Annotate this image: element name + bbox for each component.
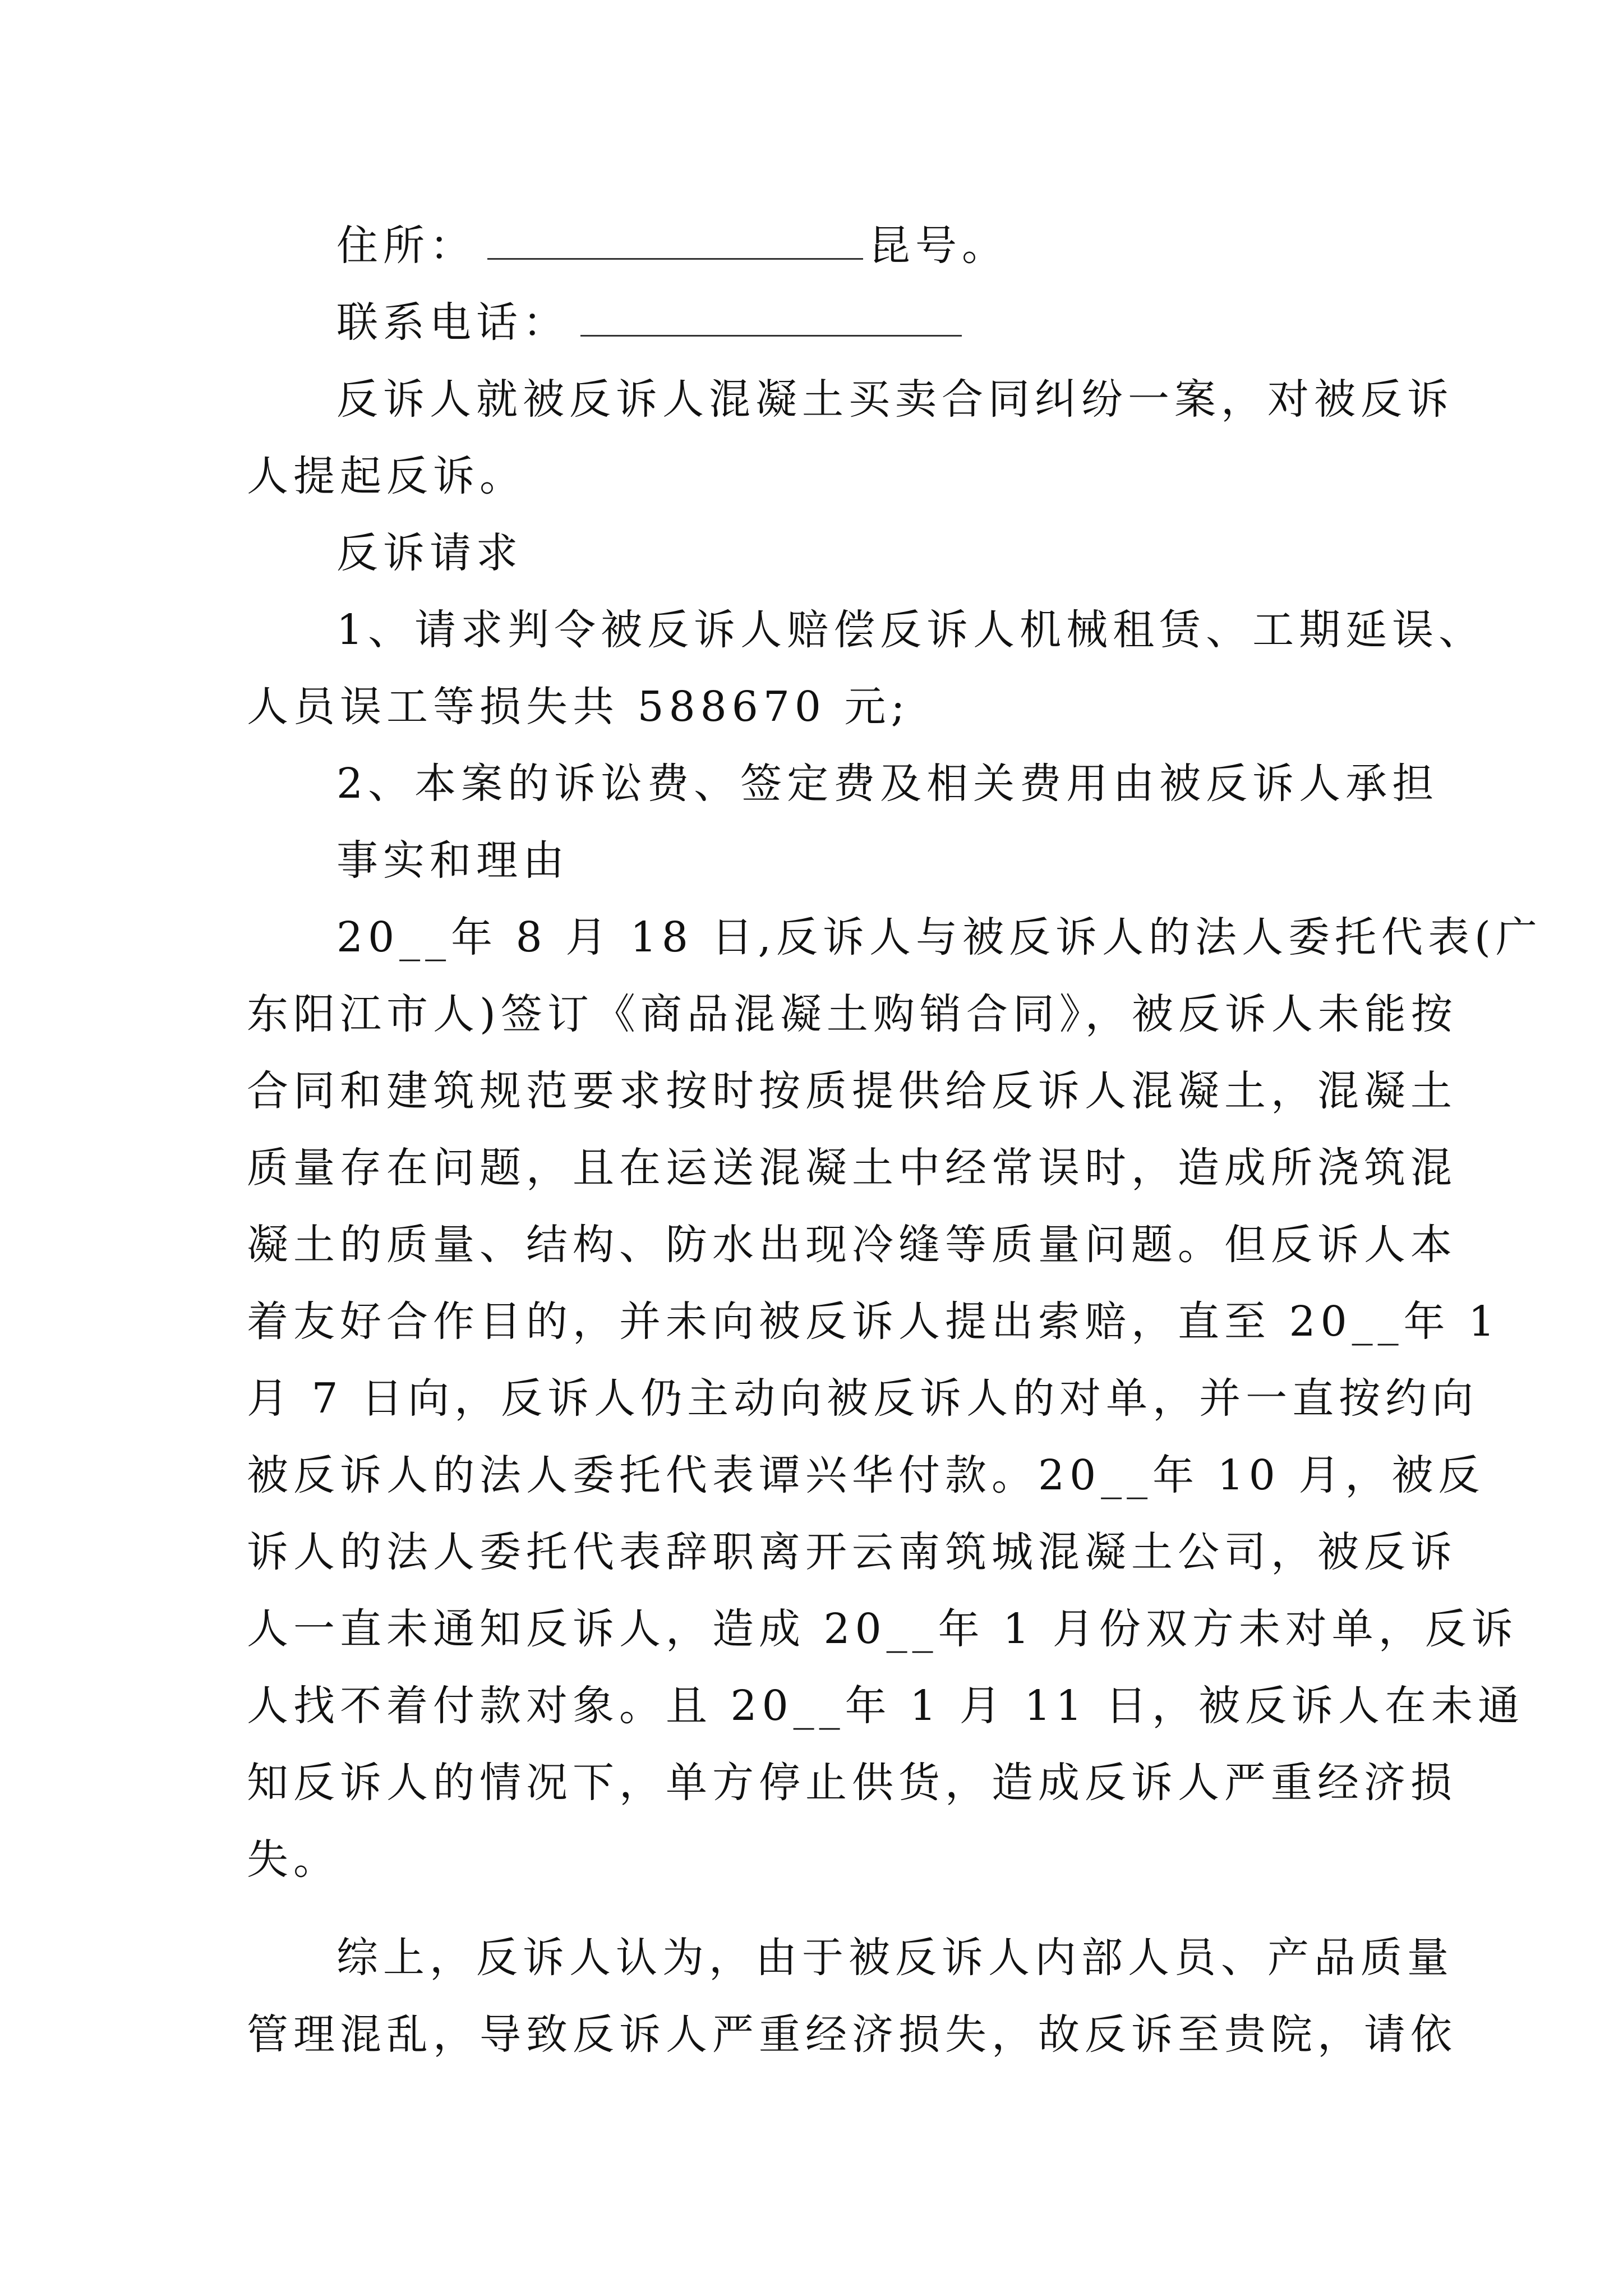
paragraph-line: 质量存在问题，且在运送混凝土中经常误时，造成所浇筑混 xyxy=(247,1144,1457,1192)
paragraph-line: 人提起反诉。 xyxy=(247,452,526,500)
paragraph-line: 月 7 日向，反诉人仍主动向被反诉人的对单，并一直按约向 xyxy=(247,1374,1479,1423)
paragraph-line: 1、请求判令被反诉人赔偿反诉人机械租赁、工期延误、 xyxy=(336,606,1486,654)
paragraph-line: 20__年 8 月 18 日,反诉人与被反诉人的法人委托代表(广 xyxy=(336,913,1542,961)
address-blank xyxy=(487,219,863,260)
paragraph-line: 综上，反诉人认为，由于被反诉人内部人员、产品质量 xyxy=(336,1934,1454,1982)
paragraph-line: 诉人的法人委托代表辞职离开云南筑城混凝土公司，被反诉 xyxy=(247,1528,1457,1576)
paragraph-line: 失。 xyxy=(247,1835,340,1884)
phone-label: 联系电话： xyxy=(336,298,569,347)
paragraph-line: 着友好合作目的，并未向被反诉人提出索赔，直至 20__年 1 xyxy=(247,1297,1500,1346)
paragraph-line: 知反诉人的情况下，单方停止供货，造成反诉人严重经济损 xyxy=(247,1759,1457,1807)
phone-blank xyxy=(580,296,962,337)
paragraph-line: 管理混乱，导致反诉人严重经济损失，故反诉至贵院，请依 xyxy=(247,2010,1457,2059)
address-suffix: 昆号。 xyxy=(869,222,1008,270)
paragraph-line: 2、本案的诉讼费、签定费及相关费用由被反诉人承担 xyxy=(336,760,1439,808)
phone-line xyxy=(247,284,1391,361)
paragraph-line: 反诉人就被反诉人混凝土买卖合同纠纷一案，对被反诉 xyxy=(336,375,1454,424)
paragraph-line: 凝土的质量、结构、防水出现冷缝等质量问题。但反诉人本 xyxy=(247,1221,1457,1269)
document-body xyxy=(247,208,1542,2073)
paragraph-line: 人员误工等损失共 588670 元; xyxy=(247,683,910,731)
address-line xyxy=(247,208,1391,284)
paragraph-line: 东阳江市人)签订《商品混凝土购销合同》，被反诉人未能按 xyxy=(247,990,1458,1038)
address-label: 住所： xyxy=(336,222,476,270)
paragraph-line: 人一直未通知反诉人，造成 20__年 1 月份双方未对单，反诉 xyxy=(247,1605,1518,1653)
paragraph-line: 被反诉人的法人委托代表谭兴华付款。20__年 10 月，被反 xyxy=(247,1451,1485,1499)
section-heading-facts: 事实和理由 xyxy=(336,836,569,885)
paragraph-line: 合同和建筑规范要求按时按质提供给反诉人混凝土，混凝土 xyxy=(247,1067,1457,1115)
section-heading-counterclaim: 反诉请求 xyxy=(336,529,523,577)
paragraph-line: 人找不着付款对象。且 20__年 1 月 11 日，被反诉人在未通 xyxy=(247,1682,1525,1730)
